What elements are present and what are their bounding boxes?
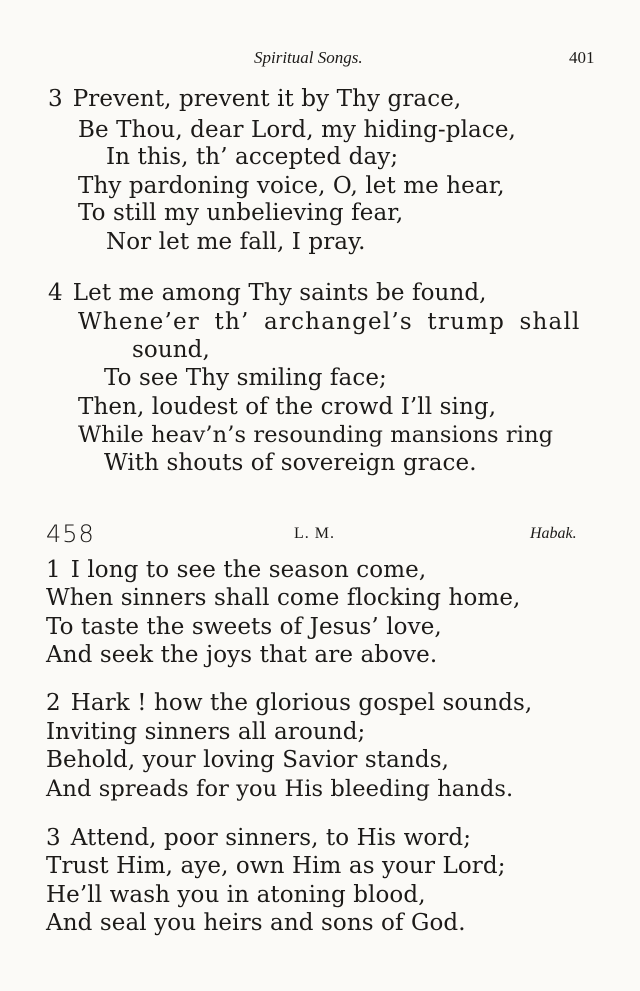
- verse-line: 3 Attend, poor sinners, to His word;: [46, 825, 472, 851]
- verse-line: To see Thy smiling face;: [104, 365, 387, 391]
- verse-number: 2: [46, 690, 61, 716]
- verse-line: Inviting sinners all around;: [46, 719, 366, 745]
- verse-line: Then, loudest of the crowd I’ll sing,: [78, 394, 497, 420]
- verse-line: Nor let me fall, I pray.: [106, 229, 366, 255]
- verse-number: 4: [48, 280, 63, 306]
- verse-line: sound,: [132, 337, 210, 363]
- hymn-meter: L. M.: [294, 525, 335, 542]
- verse-line: 4 Let me among Thy saints be found,: [48, 280, 487, 306]
- hymn-header: [0, 520, 640, 550]
- verse-number: 3: [48, 86, 63, 112]
- verse-line: While heav’n’s resounding mansions ring: [78, 422, 554, 448]
- verse-line: When sinners shall come flocking home,: [46, 585, 521, 611]
- hymn-tune: Habak.: [530, 525, 577, 542]
- verse-line: Be Thou, dear Lord, my hiding-place,: [78, 117, 516, 143]
- verse-line: 2 Hark ! how the glorious gospel sounds,: [46, 690, 533, 716]
- hymn-number: 458: [46, 520, 95, 548]
- verse-line: And seal you heirs and sons of God.: [46, 910, 466, 936]
- verse-line: With shouts of sovereign grace.: [104, 450, 477, 476]
- running-head-title: Spiritual Songs.: [254, 48, 363, 67]
- verse-line: 1 I long to see the season come,: [46, 557, 427, 583]
- verse-line: And spreads for you His bleeding hands.: [46, 776, 514, 802]
- verse-line: Whene’er th’ archangel’s trump shall: [78, 309, 581, 335]
- verse-number: 3: [46, 825, 61, 851]
- running-head: [0, 48, 640, 72]
- verse-number: 1: [46, 557, 61, 583]
- page-number: 401: [569, 48, 595, 67]
- verse-line: To taste the sweets of Jesus’ love,: [46, 614, 442, 640]
- verse-line: To still my unbelieving fear,: [78, 200, 404, 226]
- verse-line: In this, th’ accepted day;: [106, 144, 399, 170]
- verse-line: And seek the joys that are above.: [46, 642, 438, 668]
- verse-line: Behold, your loving Savior stands,: [46, 747, 450, 773]
- verse-line: 3 Prevent, prevent it by Thy grace,: [48, 86, 462, 112]
- verse-line: Trust Him, aye, own Him as your Lord;: [46, 853, 506, 879]
- verse-line: Thy pardoning voice, O, let me hear,: [78, 173, 505, 199]
- verse-line: He’ll wash you in atoning blood,: [46, 882, 426, 908]
